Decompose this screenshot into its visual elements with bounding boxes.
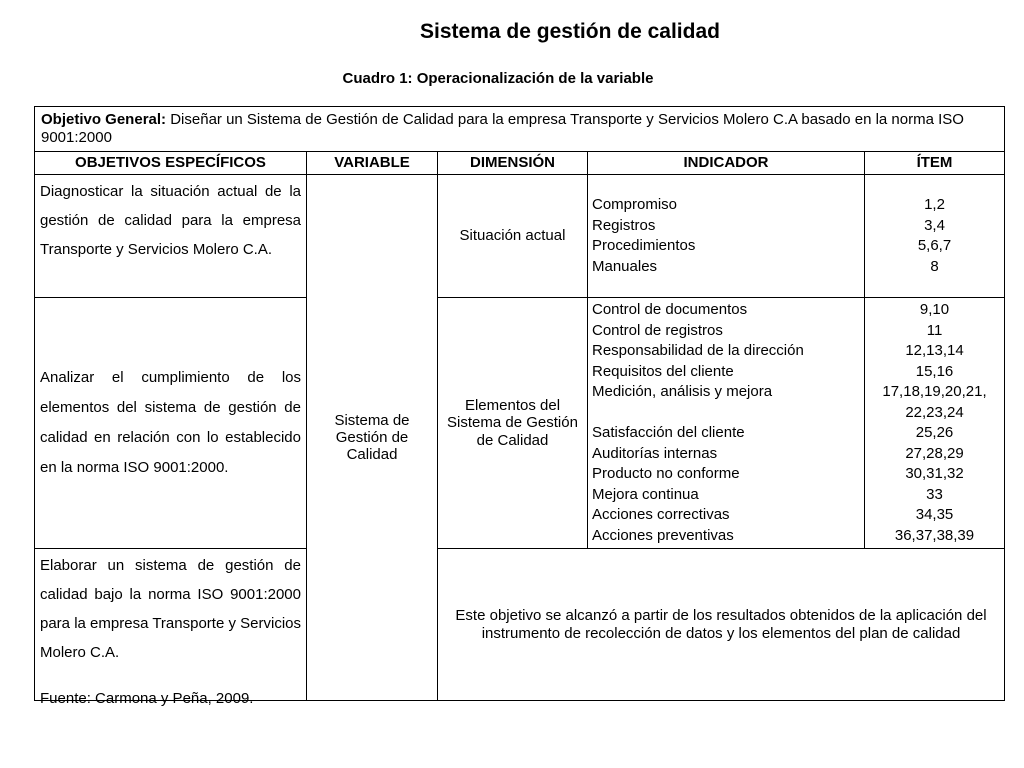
- indicator: Compromiso: [592, 196, 678, 213]
- indicadores-1-cell: [588, 175, 865, 298]
- indicator: Acciones correctivas: [592, 506, 730, 523]
- indicator: Acciones preventivas: [592, 526, 734, 544]
- indicator: Mejora continua: [592, 485, 699, 503]
- indicator-list-2: [592, 300, 860, 546]
- item: 34,35: [915, 506, 954, 523]
- general-objective-text: Diseñar un Sistema de Gestión de Calidad para la empresa Transporte y Servicios Molero C.A basado en la norma ISO 9001:2000: [41, 111, 964, 146]
- item: 30,31,32: [905, 465, 964, 482]
- item: 11: [926, 321, 943, 339]
- objetivo-especifico-3: Elaborar un sistema de gestión de calidad bajo la norma ISO 9001:2000 para la empresa Transporte y Servicios Molero C.A.: [35, 549, 307, 701]
- indicator: Auditorías internas: [592, 444, 718, 462]
- operationalization-table: [34, 106, 1005, 701]
- indicator: Manuales: [592, 257, 658, 275]
- general-objective: [35, 107, 1005, 152]
- indicator: Requisitos del cliente: [592, 362, 734, 380]
- header-variable: VARIABLE: [307, 152, 438, 175]
- slide-title: Sistema de gestión de calidad: [420, 20, 720, 43]
- indicator: Control de documentos: [592, 301, 748, 318]
- indicator: Procedimientos: [592, 237, 696, 254]
- items-1-cell: [865, 175, 1005, 298]
- header-dimension: DIMENSIÓN: [438, 152, 588, 175]
- indicator-list-1: [592, 195, 860, 277]
- indicator: Producto no conforme: [592, 465, 740, 482]
- indicator: Satisfacción del cliente: [592, 424, 745, 441]
- item: 8: [930, 257, 939, 275]
- item: 33: [926, 485, 943, 503]
- dimension-2: Elementos del Sistema de Gestión de Calidad: [438, 298, 588, 549]
- operationalization-table-container: [34, 106, 1004, 689]
- indicator: Responsabilidad de la dirección: [592, 342, 804, 359]
- header-indicador: INDICADOR: [588, 152, 865, 175]
- general-objective-label: Objetivo General:: [41, 111, 167, 128]
- table-caption: Cuadro 1: Operacionalización de la variable: [342, 70, 654, 87]
- items-2-cell: [865, 298, 1005, 549]
- item: 1,2: [924, 196, 945, 213]
- dimension-1: Situación actual: [438, 175, 588, 298]
- item: 17,18,19,20,21, 22,23,24: [882, 383, 987, 421]
- objetivo-especifico-2: Analizar el cumplimiento de los elementos del sistema de gestión de calidad en relación con lo establecido en la norma ISO 9001:2000.: [35, 298, 307, 549]
- item: 3,4: [924, 216, 945, 234]
- item: 25,26: [915, 424, 954, 441]
- objetivo-especifico-1: Diagnosticar la situación actual de la gestión de calidad para la empresa Transporte y Servicios Molero C.A.: [35, 175, 307, 298]
- item: 12,13,14: [905, 342, 964, 359]
- indicadores-2-cell: [588, 298, 865, 549]
- item-list-2: [869, 300, 1000, 546]
- item: 5,6,7: [917, 237, 952, 254]
- objective-note: Este objetivo se alcanzó a partir de los resultados obtenidos de la aplicación del instrumento de recolección de datos y los elementos del plan de calidad: [438, 549, 1005, 701]
- item-list-1: [869, 195, 1000, 277]
- indicator: Control de registros: [592, 321, 723, 339]
- indicator: Medición, análisis y mejora: [592, 383, 773, 400]
- item: 15,16: [915, 362, 954, 380]
- item: 27,28,29: [905, 444, 964, 462]
- item: 36,37,38,39: [894, 526, 975, 544]
- indicator: Registros: [592, 216, 656, 234]
- header-item: ÍTEM: [865, 152, 1005, 175]
- variable-cell: Sistema de Gestión de Calidad: [307, 175, 438, 701]
- source-citation: Fuente: Carmona y Peña, 2009.: [40, 690, 254, 707]
- item: 9,10: [919, 301, 950, 318]
- header-objetivos: OBJETIVOS ESPECÍFICOS: [35, 152, 307, 175]
